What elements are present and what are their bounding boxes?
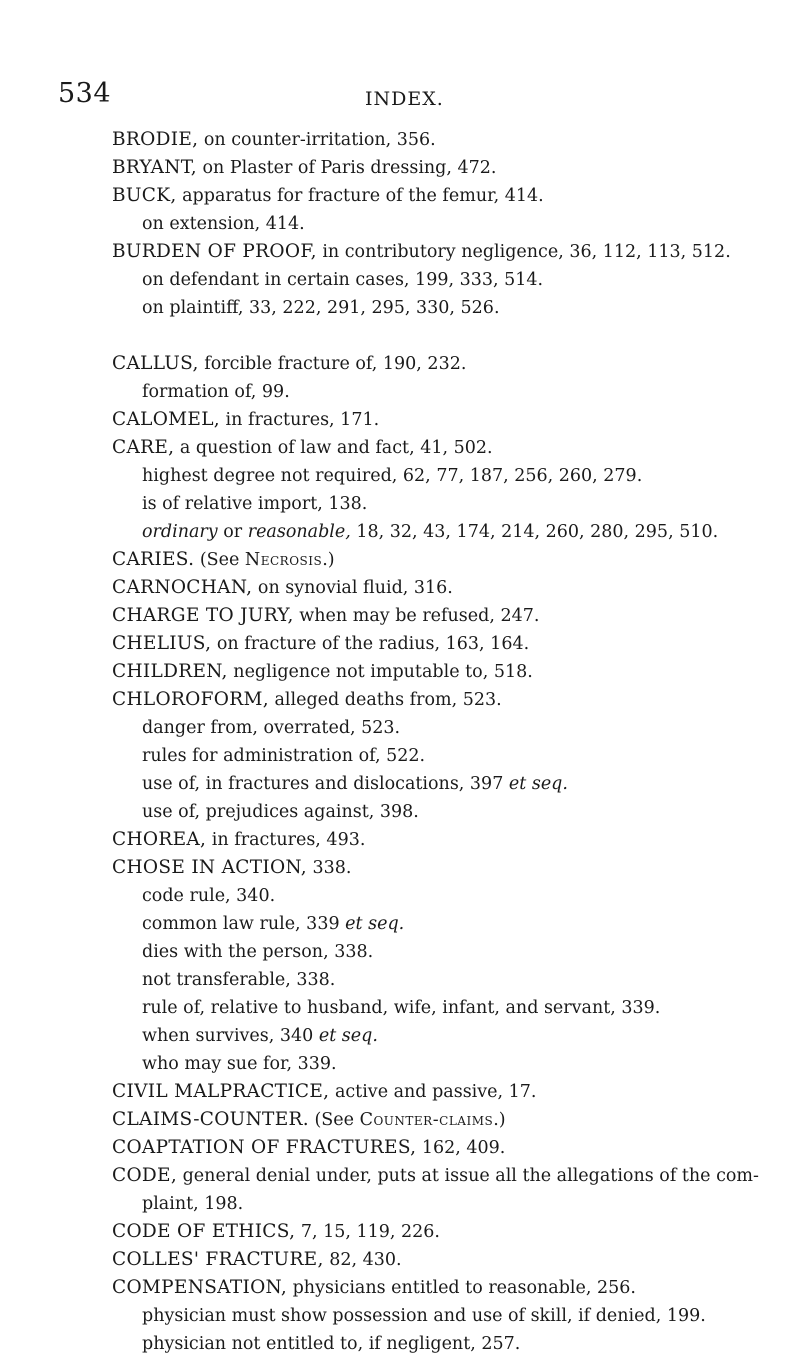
index-entry-code-of-ethics: CODE OF ETHICS, 7, 15, 119, 226. — [112, 1221, 440, 1242]
index-entries — [112, 126, 788, 1358]
index-entry-chloroform: CHLOROFORM, alleged deaths from, 523. — [112, 689, 502, 710]
cross-reference: Necrosis — [244, 550, 323, 570]
index-subentry: physician not entitled to, if negligent, 257. — [142, 1334, 521, 1354]
index-entry-chorea: CHOREA, in fractures, 493. — [112, 829, 366, 850]
index-entry-chelius: CHELIUS, on fracture of the radius, 163, 164. — [112, 633, 530, 654]
index-subentry: is of relative import, 138. — [142, 494, 368, 514]
index-subentry: use of, in fractures and dislocations, 397 et seq. — [142, 774, 568, 794]
index-entry-brodie: BRODIE, on counter-irritation, 356. — [112, 129, 436, 150]
index-entry-bryant: BRYANT, on Plaster of Paris dressing, 472. — [112, 157, 497, 178]
index-subentry: not transferable, 338. — [142, 970, 336, 990]
index-entry-compensation: COMPENSATION, physicians entitled to reasonable, 256. — [112, 1277, 636, 1298]
index-entry-calomel: CALOMEL, in fractures, 171. — [112, 409, 380, 430]
index-subentry: on defendant in certain cases, 199, 333, 514. — [142, 270, 544, 290]
index-entry-callus: CALLUS, forcible fracture of, 190, 232. — [112, 353, 467, 374]
page-number: 534 — [58, 78, 112, 109]
running-head: INDEX. — [365, 88, 444, 110]
cross-reference: Counter-claims — [359, 1110, 494, 1130]
index-subentry: common law rule, 339 et seq. — [142, 914, 405, 934]
index-subentry: code rule, 340. — [142, 886, 276, 906]
index-subentry: danger from, overrated, 523. — [142, 718, 401, 738]
index-entry-carnochan: CARNOCHAN, on synovial fluid, 316. — [112, 577, 453, 598]
index-subentry: when survives, 340 et seq. — [142, 1026, 378, 1046]
index-entry-charge-to-jury: CHARGE TO JURY, when may be refused, 247. — [112, 605, 540, 626]
index-entry-care: CARE, a question of law and fact, 41, 502. — [112, 437, 493, 458]
index-subentry: use of, prejudices against, 398. — [142, 802, 419, 822]
index-entry-colles-fracture: COLLES' FRACTURE, 82, 430. — [112, 1249, 402, 1270]
index-subentry: dies with the person, 338. — [142, 942, 374, 962]
index-subentry: on extension, 414. — [142, 214, 305, 234]
index-entry-civil-malpractice: CIVIL MALPRACTICE, active and passive, 17. — [112, 1081, 537, 1102]
index-entry-children: CHILDREN, negligence not imputable to, 518. — [112, 661, 533, 682]
index-entry-buck: BUCK, apparatus for fracture of the femur, 414. — [112, 185, 544, 206]
index-entry-caries: CARIES. (See Necrosis.) — [112, 549, 335, 570]
index-entry-code: CODE, general denial under, puts at issue all the allegations of the com- plaint, 198. — [112, 1165, 759, 1214]
index-subentry: rules for administration of, 522. — [142, 746, 426, 766]
index-entry-claims-counter: CLAIMS-COUNTER. (See Counter-claims.) — [112, 1109, 506, 1130]
index-subentry: on plaintiff, 33, 222, 291, 295, 330, 526. — [142, 298, 500, 318]
index-entry-chose-in-action: CHOSE IN ACTION, 338. — [112, 857, 352, 878]
index-subentry: highest degree not required, 62, 77, 187, 256, 260, 279. — [142, 466, 643, 486]
index-subentry: physician must show possession and use of skill, if denied, 199. — [142, 1306, 706, 1326]
index-entry-coaptation-of-fractures: COAPTATION OF FRACTURES, 162, 409. — [112, 1137, 506, 1158]
index-entry-burden-of-proof: BURDEN OF PROOF, in contributory negligence, 36, 112, 113, 512. — [112, 241, 731, 262]
index-subentry: who may sue for, 339. — [142, 1054, 337, 1074]
index-subentry: rule of, relative to husband, wife, infant, and servant, 339. — [142, 998, 661, 1018]
index-subentry: ordinary or reasonable, 18, 32, 43, 174, 214, 260, 280, 295, 510. — [142, 522, 719, 542]
index-subentry: formation of, 99. — [142, 382, 290, 402]
